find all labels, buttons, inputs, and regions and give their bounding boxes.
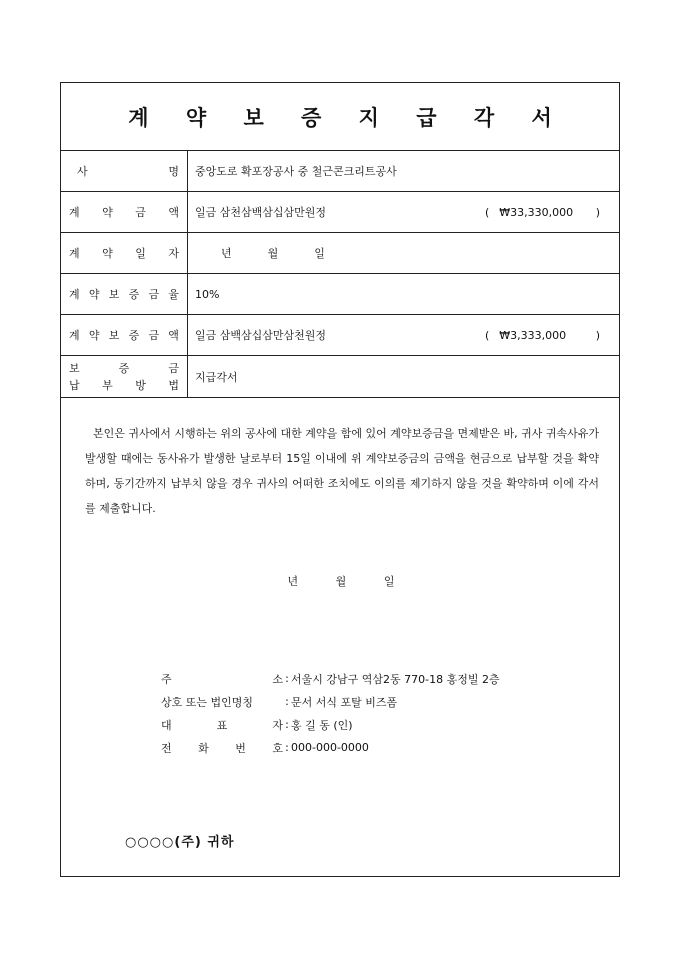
row-company-name (61, 151, 619, 192)
contract-amount-number: ₩33,330,000 (499, 205, 574, 219)
label-contract-date: 계 약 일 자 (61, 233, 188, 273)
value-guarantee-rate: 10% (195, 287, 220, 301)
contract-amount-figure: ( ₩33,330,000 ) (485, 205, 600, 219)
row-contract-date (61, 233, 619, 274)
label-guarantee-rate: 계 약 보 증 금 율 (61, 274, 188, 314)
applicant-info (161, 667, 500, 759)
info-phone: 전 화 번 호 : 000-000-0000 (161, 741, 369, 755)
info-company: 상호 또는 법인명칭 : 문서 서식 포탈 비즈폼 (161, 695, 398, 709)
row-payment-method (61, 356, 619, 398)
phone-value: 000-000-0000 (291, 741, 369, 754)
row-guarantee-amount (61, 315, 619, 356)
label-guarantee-amount: 계 약 보 증 금 액 (61, 315, 188, 355)
label-payment-method: 보 증 금 납 부 방 법 (61, 356, 188, 397)
guarantee-amount-figure: ( ₩3,333,000 ) (485, 328, 600, 342)
row-contract-amount (61, 192, 619, 233)
contract-guarantee-form (60, 82, 620, 877)
address-value: 서울시 강남구 역삼2동 770-18 홍정빌 2층 (291, 672, 500, 686)
pledge-body-text: 본인은 귀사에서 시행하는 위의 공사에 대한 계약을 함에 있어 계약보증금을 면제받은 바, 귀사 귀속사유가 발생할 때에는 동사유가 발생한 날로부터 15일 이내에 위 계약보증금의 금액을 현금으로 납부할 것을 확약하며, 동기간까지 납부치 않을 경우 귀사의 어떠한 조치에도 이의를 제기하지 않을 것을 확약하며 이에 각서를 제출합니다. (85, 427, 599, 515)
row-guarantee-rate (61, 274, 619, 315)
value-payment-method: 지급각서 (195, 370, 238, 384)
signature-date: 년 월 일 (287, 575, 395, 588)
value-guarantee-amount-text: 일금 삼백삼십삼만삼천원정 (195, 329, 327, 342)
company-value: 문서 서식 포탈 비즈폼 (291, 695, 398, 709)
guarantee-amount-number: ₩3,333,000 (499, 328, 567, 342)
value-contract-date: 년 월 일 (221, 247, 325, 260)
title-row (61, 83, 619, 151)
value-contract-amount-text: 일금 삼천삼백삼십삼만원정 (195, 206, 327, 219)
representative-value: 홍 길 동 (인) (291, 718, 353, 732)
document-title: 계 약 보 증 지 급 각 서 (128, 104, 567, 130)
value-company-name: 중앙도로 확포장공사 중 철근콘크리트공사 (195, 165, 397, 178)
info-representative: 대 표 자 : 홍 길 동 (인) (161, 718, 353, 732)
label-company-name: 사 명 (61, 151, 188, 191)
info-address: 주 소 : 서울시 강남구 역삼2동 770-18 홍정빌 2층 (161, 672, 500, 686)
addressee: ○○○○(주) 귀하 (125, 835, 235, 850)
label-contract-amount: 계 약 금 액 (61, 192, 188, 232)
